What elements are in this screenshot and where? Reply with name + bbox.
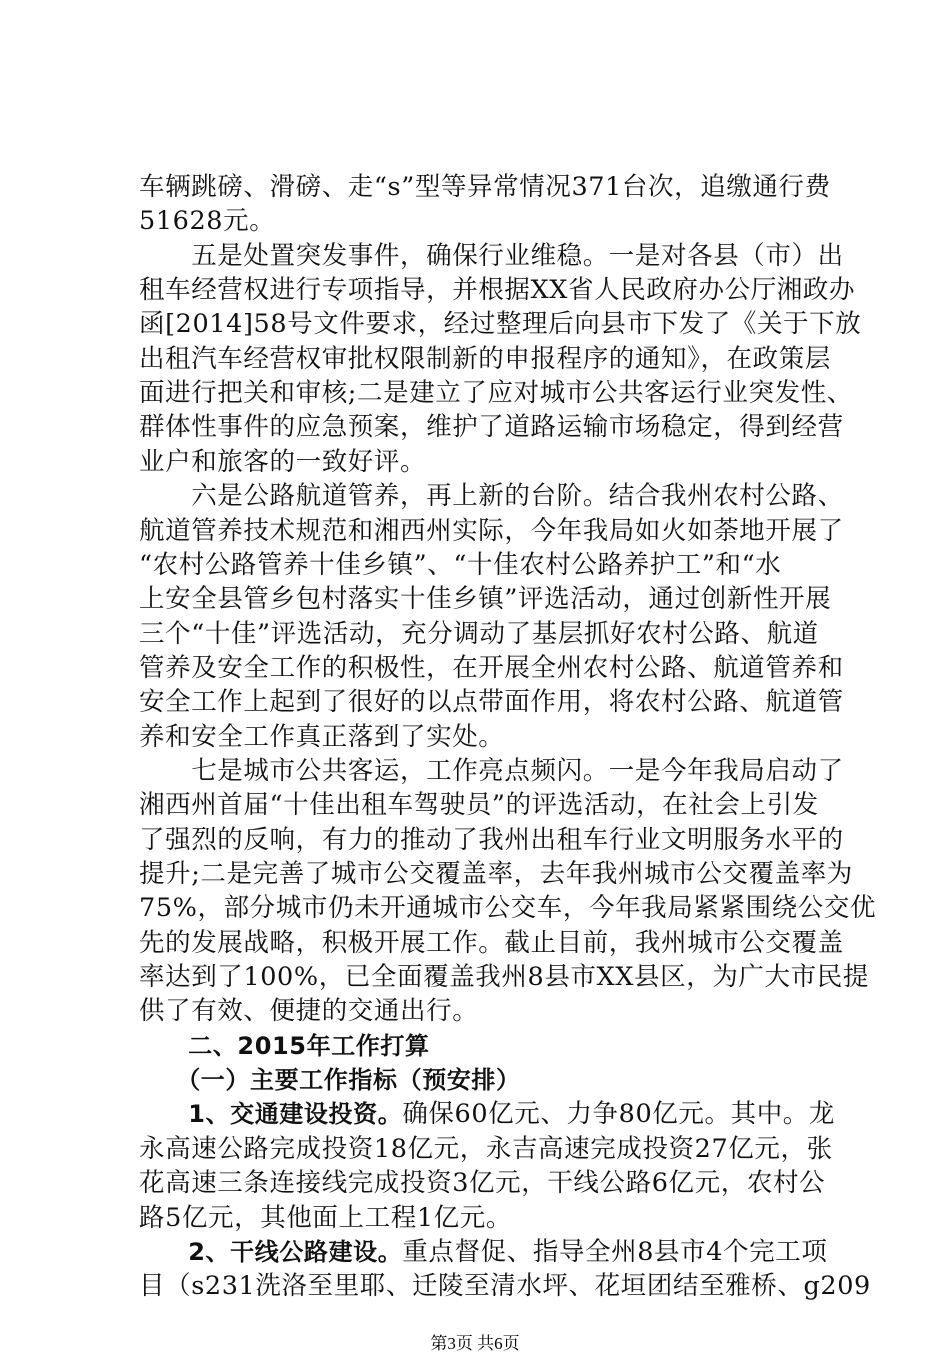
body-line: 五是处置突发事件，确保行业维稳。一是对各县（市）出 bbox=[139, 240, 844, 271]
body-line: 花高速三条连接线完成投资3亿元，干线公路6亿元，农村公 bbox=[139, 1168, 826, 1199]
body-line: 三个“十佳”评选活动，充分调动了基层抓好农村公路、航道 bbox=[139, 618, 819, 649]
body-line: 供了有效、便捷的交通出行。 bbox=[139, 996, 479, 1027]
body-line: 51628元。 bbox=[139, 206, 276, 237]
body-line: 租车经营权进行专项指导，并根据XX省人民政府办公厅湘政办 bbox=[139, 275, 856, 306]
body-line: 75%，部分城市仍未开通城市公交车，今年我局紧紧围绕公交优 bbox=[139, 893, 877, 924]
item-2-text: 重点督促、指导全州8县市4个完工项 bbox=[402, 1236, 828, 1267]
body-line: 六是公路航道管养，再上新的台阶。结合我州农村公路、 bbox=[139, 481, 844, 512]
page-number-footer: 第3页 共6页 bbox=[430, 1333, 520, 1353]
body-line: 目（s231洗洛至里耶、迁陵至清水坪、花垣团结至雅桥、g209 bbox=[139, 1271, 871, 1302]
body-line: 安全工作上起到了很好的以点带面作用，将农村公路、航道管 bbox=[139, 687, 844, 718]
body-line: 永高速公路完成投资18亿元，永吉高速完成投资27亿元，张 bbox=[139, 1133, 833, 1164]
item-1-text: 确保60亿元、力争80亿元。其中。龙 bbox=[402, 1099, 836, 1130]
body-line: 航道管养技术规范和湘西州实际，今年我局如火如荼地开展了 bbox=[139, 515, 844, 546]
body-line: 湘西州首届“十佳出租车驾驶员”的评选活动，在社会上引发 bbox=[139, 790, 819, 821]
body-line: 函[2014]58号文件要求，经过整理后向县市下发了《关于下放 bbox=[139, 309, 862, 340]
body-line: 先的发展战略，积极开展工作。截止目前，我州城市公交覆盖 bbox=[139, 927, 844, 958]
item-1-title: 1、交通建设投资。 bbox=[139, 1100, 403, 1129]
item-1-line bbox=[139, 1097, 835, 1131]
body-line: 出租汽车经营权审批权限制新的申报程序的通知》，在政策层 bbox=[139, 343, 831, 374]
body-line: 了强烈的反响，有力的推动了我州出租车行业文明服务水平的 bbox=[139, 824, 844, 855]
body-line: “农村公路管养十佳乡镇”、“十佳农村公路养护工”和“水 bbox=[139, 549, 782, 580]
body-line: 七是城市公共客运，工作亮点频闪。一是今年我局启动了 bbox=[139, 755, 844, 786]
body-line: 提升;二是完善了城市公交覆盖率，去年我州城市公交覆盖率为 bbox=[139, 859, 853, 889]
subsection-heading: （一）主要工作指标（预安排） bbox=[139, 1066, 521, 1095]
body-line: 上安全县管乡包村落实十佳乡镇”评选活动，通过创新性开展 bbox=[139, 584, 832, 615]
section-heading: 二、2015年工作打算 bbox=[139, 1031, 430, 1060]
body-line: 管养及安全工作的积极性，在开展全州农村公路、航道管养和 bbox=[139, 652, 844, 683]
body-line: 养和安全工作真正落到了实处。 bbox=[139, 721, 505, 752]
body-line: 路5亿元，其他面上工程1亿元。 bbox=[139, 1202, 512, 1233]
body-line: 业户和旅客的一致好评。 bbox=[139, 446, 427, 477]
body-line: 车辆跳磅、滑磅、走“s”型等异常情况371台次，追缴通行费 bbox=[139, 172, 831, 202]
body-line: 面进行把关和审核;二是建立了应对城市公共客运行业突发性、 bbox=[139, 378, 853, 409]
body-line: 群体性事件的应急预案，维护了道路运输市场稳定，得到经营 bbox=[139, 412, 844, 443]
body-line: 率达到了100%，已全面覆盖我州8县市XX县区，为广大市民提 bbox=[139, 962, 869, 993]
item-2-title: 2、干线公路建设。 bbox=[139, 1237, 403, 1266]
